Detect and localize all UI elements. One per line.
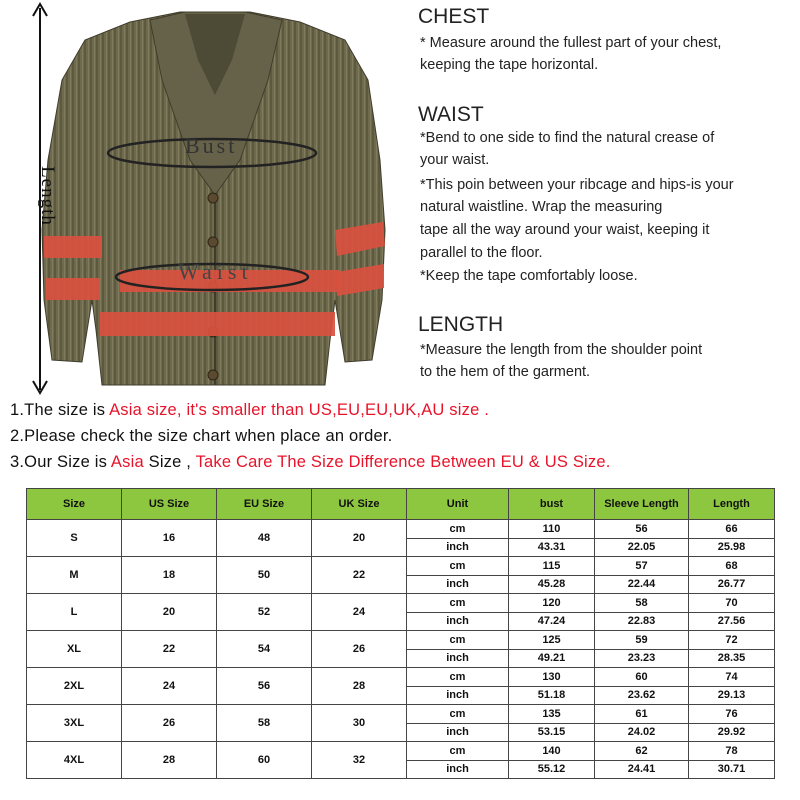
cell-length: 29.92 bbox=[689, 723, 775, 742]
cell-sleeve-length: 22.83 bbox=[595, 612, 689, 631]
cell-eu-size: 56 bbox=[217, 668, 312, 705]
cell-bust: 135 bbox=[509, 705, 595, 724]
cell-uk-size: 22 bbox=[312, 557, 407, 594]
cell-unit: inch bbox=[407, 612, 509, 631]
cell-unit: cm bbox=[407, 520, 509, 539]
cell-size: 4XL bbox=[27, 742, 122, 779]
size-chart-table bbox=[26, 488, 775, 779]
cell-eu-size: 52 bbox=[217, 594, 312, 631]
cell-eu-size: 58 bbox=[217, 705, 312, 742]
cell-length: 76 bbox=[689, 705, 775, 724]
cardigan-illustration bbox=[0, 0, 400, 395]
cell-length: 25.98 bbox=[689, 538, 775, 557]
waist-line: your waist. bbox=[420, 152, 490, 168]
cell-us-size: 26 bbox=[122, 705, 217, 742]
cell-eu-size: 50 bbox=[217, 557, 312, 594]
cell-uk-size: 26 bbox=[312, 631, 407, 668]
bust-label: Bust bbox=[185, 133, 238, 158]
cell-unit: inch bbox=[407, 538, 509, 557]
cell-bust: 125 bbox=[509, 631, 595, 650]
chest-line: * Measure around the fullest part of your chest, bbox=[420, 35, 722, 51]
cell-sleeve-length: 24.02 bbox=[595, 723, 689, 742]
cell-us-size: 28 bbox=[122, 742, 217, 779]
cell-us-size: 22 bbox=[122, 631, 217, 668]
note-3-text: Size , bbox=[143, 453, 196, 471]
cell-us-size: 24 bbox=[122, 668, 217, 705]
table-row bbox=[27, 668, 775, 687]
cell-us-size: 18 bbox=[122, 557, 217, 594]
table-row bbox=[27, 742, 775, 761]
header-size: Size bbox=[27, 489, 122, 520]
cell-sleeve-length: 57 bbox=[595, 557, 689, 576]
cell-length: 74 bbox=[689, 668, 775, 687]
cell-eu-size: 54 bbox=[217, 631, 312, 668]
chest-line: keeping the tape horizontal. bbox=[420, 57, 599, 73]
cell-bust: 110 bbox=[509, 520, 595, 539]
cell-sleeve-length: 62 bbox=[595, 742, 689, 761]
waist-heading: WAIST bbox=[418, 103, 484, 126]
cell-uk-size: 24 bbox=[312, 594, 407, 631]
cell-us-size: 16 bbox=[122, 520, 217, 557]
cell-bust: 49.21 bbox=[509, 649, 595, 668]
header-sleeve-length: Sleeve Length bbox=[595, 489, 689, 520]
table-row bbox=[27, 520, 775, 539]
cell-bust: 115 bbox=[509, 557, 595, 576]
table-row bbox=[27, 557, 775, 576]
cell-size: M bbox=[27, 557, 122, 594]
cell-bust: 130 bbox=[509, 668, 595, 687]
length-line: to the hem of the garment. bbox=[420, 364, 591, 380]
table-row bbox=[27, 705, 775, 724]
header-us-size: US Size bbox=[122, 489, 217, 520]
note-3 bbox=[10, 453, 611, 472]
cell-size: L bbox=[27, 594, 122, 631]
cell-bust: 45.28 bbox=[509, 575, 595, 594]
cell-length: 68 bbox=[689, 557, 775, 576]
cell-sleeve-length: 23.23 bbox=[595, 649, 689, 668]
cell-length: 27.56 bbox=[689, 612, 775, 631]
note-1-highlight: Asia size, it's smaller than US,EU,EU,UK,AU size . bbox=[109, 401, 490, 419]
cell-length: 26.77 bbox=[689, 575, 775, 594]
waist-line: *Keep the tape comfortably loose. bbox=[420, 268, 638, 284]
cell-unit: inch bbox=[407, 649, 509, 668]
product-photo bbox=[0, 0, 400, 395]
cell-unit: inch bbox=[407, 723, 509, 742]
length-line: *Measure the length from the shoulder point bbox=[420, 342, 703, 358]
length-label: Length bbox=[37, 166, 58, 226]
cell-unit: inch bbox=[407, 760, 509, 779]
note-3-highlight: Asia bbox=[110, 453, 144, 471]
header-uk-size: UK Size bbox=[312, 489, 407, 520]
cell-us-size: 20 bbox=[122, 594, 217, 631]
cell-size: 2XL bbox=[27, 668, 122, 705]
cell-length: 29.13 bbox=[689, 686, 775, 705]
cell-bust: 47.24 bbox=[509, 612, 595, 631]
cell-bust: 43.31 bbox=[509, 538, 595, 557]
chest-heading: CHEST bbox=[418, 5, 490, 28]
cell-sleeve-length: 59 bbox=[595, 631, 689, 650]
cell-sleeve-length: 61 bbox=[595, 705, 689, 724]
cell-eu-size: 60 bbox=[217, 742, 312, 779]
cell-sleeve-length: 56 bbox=[595, 520, 689, 539]
cell-bust: 140 bbox=[509, 742, 595, 761]
table-row bbox=[27, 594, 775, 613]
cell-length: 30.71 bbox=[689, 760, 775, 779]
cell-uk-size: 30 bbox=[312, 705, 407, 742]
cell-uk-size: 20 bbox=[312, 520, 407, 557]
cell-length: 72 bbox=[689, 631, 775, 650]
cell-size: S bbox=[27, 520, 122, 557]
header-bust: bust bbox=[509, 489, 595, 520]
cell-sleeve-length: 22.05 bbox=[595, 538, 689, 557]
cell-uk-size: 32 bbox=[312, 742, 407, 779]
cell-unit: inch bbox=[407, 686, 509, 705]
note-1 bbox=[10, 401, 489, 420]
cell-bust: 51.18 bbox=[509, 686, 595, 705]
note-3-highlight: Take Care The Size Difference Between EU & US Size. bbox=[195, 453, 611, 471]
waist-line: *This poin between your ribcage and hips-is your bbox=[420, 177, 734, 193]
cell-length: 70 bbox=[689, 594, 775, 613]
waist-line: natural waistline. Wrap the measuring bbox=[420, 199, 663, 215]
note-1-text: 1.The size is bbox=[10, 401, 110, 419]
cell-eu-size: 48 bbox=[217, 520, 312, 557]
cell-unit: cm bbox=[407, 557, 509, 576]
waist-line: *Bend to one side to find the natural crease of bbox=[420, 130, 715, 146]
waist-label: Waist bbox=[178, 259, 253, 284]
cell-size: XL bbox=[27, 631, 122, 668]
cell-bust: 55.12 bbox=[509, 760, 595, 779]
cell-length: 78 bbox=[689, 742, 775, 761]
header-eu-size: EU Size bbox=[217, 489, 312, 520]
size-chart-body bbox=[27, 520, 775, 779]
cell-unit: cm bbox=[407, 631, 509, 650]
cell-sleeve-length: 58 bbox=[595, 594, 689, 613]
cell-sleeve-length: 24.41 bbox=[595, 760, 689, 779]
note-3-text: 3.Our Size is bbox=[10, 453, 111, 471]
cell-unit: cm bbox=[407, 594, 509, 613]
cell-unit: inch bbox=[407, 575, 509, 594]
table-header-row bbox=[27, 489, 775, 520]
header-unit: Unit bbox=[407, 489, 509, 520]
cell-bust: 120 bbox=[509, 594, 595, 613]
cell-sleeve-length: 23.62 bbox=[595, 686, 689, 705]
cell-unit: cm bbox=[407, 668, 509, 687]
cell-unit: cm bbox=[407, 705, 509, 724]
cell-length: 28.35 bbox=[689, 649, 775, 668]
cell-sleeve-length: 22.44 bbox=[595, 575, 689, 594]
note-2: 2.Please check the size chart when place an order. bbox=[10, 427, 393, 445]
waist-line: tape all the way around your waist, keeping it bbox=[420, 222, 710, 238]
cell-unit: cm bbox=[407, 742, 509, 761]
cell-bust: 53.15 bbox=[509, 723, 595, 742]
waist-line: parallel to the floor. bbox=[420, 245, 543, 261]
length-heading: LENGTH bbox=[418, 313, 504, 336]
cell-length: 66 bbox=[689, 520, 775, 539]
cell-size: 3XL bbox=[27, 705, 122, 742]
header-length: Length bbox=[689, 489, 775, 520]
cell-uk-size: 28 bbox=[312, 668, 407, 705]
cell-sleeve-length: 60 bbox=[595, 668, 689, 687]
table-row bbox=[27, 631, 775, 650]
